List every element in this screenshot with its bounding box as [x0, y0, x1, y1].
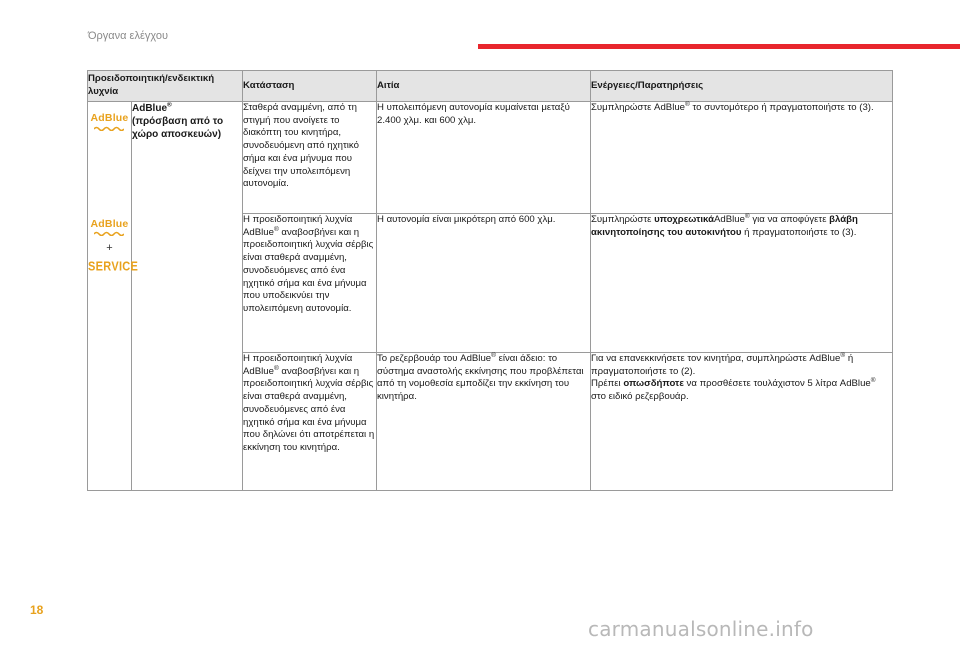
section-title: Όργανα ελέγχου: [88, 30, 168, 42]
header-indicator: Προειδοποιητική/ενδεικτική λυχνία: [88, 71, 243, 102]
row2-state: Η προειδοποιητική λυχνία AdBlue® αναβοσβήνει και η προειδοποιητική λυχνία σέρβις είναι σταθερά αναμμένη, συνοδευόμενες από ένα ηχητικό σήμα και ένα μήνυμα που υποδεικνύει την υπολειπόμενη αυτονομία.: [243, 214, 377, 353]
table-row: [88, 102, 893, 214]
row1-cause: Η υπολειπόμενη αυτονομία κυμαίνεται μεταξύ 2.400 χλμ. και 600 χλμ.: [377, 102, 591, 214]
table-header-row: [88, 71, 893, 102]
indicator-icon-cell: [88, 102, 132, 214]
indicator-icon-cell: [88, 353, 132, 491]
table-row: [88, 353, 893, 491]
indicator-table: [87, 70, 893, 491]
row2-cause: Η αυτονομία είναι μικρότερη από 600 χλμ.: [377, 214, 591, 353]
plus-icon: +: [106, 242, 113, 255]
adblue-icon: [91, 218, 129, 237]
indicator-name-cell: [132, 102, 243, 214]
indicator-subtitle: (πρόσβαση από το χώρο αποσκευών): [132, 116, 224, 140]
watermark: carmanualsonline.info: [588, 617, 814, 641]
indicator-name-cell: [132, 214, 243, 353]
indicator-icon-cell: [88, 214, 139, 353]
row3-state: Η προειδοποιητική λυχνία AdBlue® αναβοσβήνει και η προειδοποιητική λυχνία σέρβις είναι σταθερά αναμμένη, συνοδευόμενες από ένα ηχητικό σήμα και ένα μήνυμα που δηλώνει ότι αποτρέπεται η εκκίνηση του κινητήρα.: [243, 353, 377, 491]
row2-action: Συμπληρώστε υποχρεωτικάAdBlue® για να αποφύγετε βλάβη ακινητοποίησης του αυτοκινήτου ή πραγματοποιήστε το (3).: [591, 214, 893, 353]
row3-action: Για να επανεκκινήσετε τον κινητήρα, συμπληρώστε AdBlue® ή πραγματοποιήστε το (2). Πρέπει οπωσδήποτε να προσθέσετε τουλάχιστον 5 λίτρα AdBlue® στο ειδικό ρεζερβουάρ.: [591, 353, 893, 491]
table-row: [88, 214, 893, 353]
adblue-icon-label: AdBlue: [90, 112, 129, 124]
adblue-wave-icon: [94, 126, 124, 131]
indicator-name-cell: [132, 353, 243, 491]
header-actions: Ενέργειες/Παρατηρήσεις: [591, 71, 893, 102]
row3-cause: Το ρεζερβουάρ του AdBlue® είναι άδειο: το σύστημα αναστολής εκκίνησης που προβλέπεται από τη νομοθεσία εμποδίζει την εκκίνηση του κινητήρα.: [377, 353, 591, 491]
accent-bar: [478, 44, 960, 49]
adblue-wave-icon: [94, 231, 124, 236]
row1-state: Σταθερά αναμμένη, από τη στιγμή που ανοίγετε το διακόπτη του κινητήρα, συνοδευόμενη από ηχητικό σήμα και ένα μήνυμα που δείχνει την υπολειπόμενη αυτονομία.: [243, 102, 377, 214]
row1-action: Συμπληρώστε AdBlue® το συντομότερο ή πραγματοποιήστε το (3).: [591, 102, 893, 214]
adblue-icon-label: AdBlue: [90, 217, 129, 230]
header-cause: Αιτία: [377, 71, 591, 102]
service-icon: SERVICE: [88, 259, 139, 274]
adblue-icon: [91, 112, 129, 131]
indicator-name: AdBlue®: [132, 101, 172, 114]
page-number: 18: [30, 603, 44, 617]
header-state: Κατάσταση: [243, 71, 377, 102]
